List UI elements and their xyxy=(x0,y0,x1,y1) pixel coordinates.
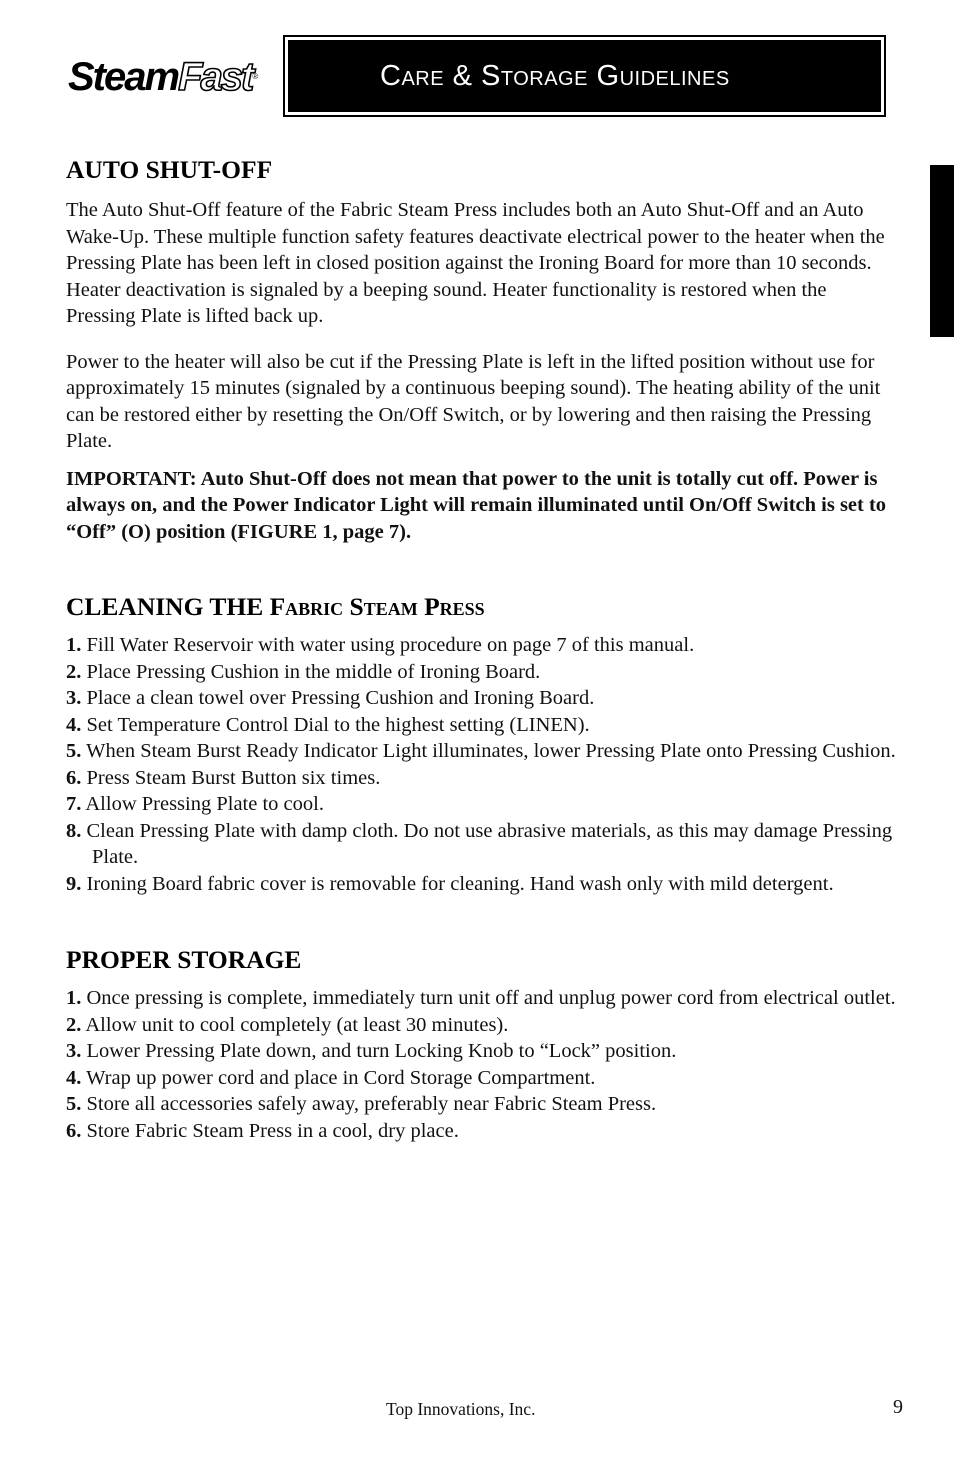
list-item xyxy=(66,738,900,765)
list-item xyxy=(66,791,900,818)
list-item xyxy=(66,765,900,792)
list-item xyxy=(66,985,900,1012)
step-text: Lower Pressing Plate down, and turn Locking Knob to “Lock” position. xyxy=(86,1040,677,1062)
logo-registered-mark: ® xyxy=(252,72,259,81)
list-item xyxy=(66,1118,900,1145)
important-notice: IMPORTANT: Auto Shut-Off does not mean that power to the unit is totally cut off. Power is always on, and the Power Indicator Light will remain illuminated until On/Off Switch is set to “Off” (O) position (FIGURE 1, page 7). xyxy=(66,467,887,543)
step-number: 9. xyxy=(66,872,82,895)
section-tab-marker xyxy=(930,165,954,337)
auto-shutoff-paragraph-1: The Auto Shut-Off feature of the Fabric Steam Press includes both an Auto Shut-Off and an Auto Wake-Up. These multiple function safety features deactivate electrical power to the heater when the Pressing Plate has been left in closed position against the Ironing Board for more than 10 seconds. Heater deactivation is signaled by a beeping sound. Heater functionality is restored when the Pressing Plate is lifted back up. xyxy=(66,199,885,327)
cleaning-heading-main: CLEANING THE xyxy=(66,592,270,621)
step-number: 5. xyxy=(66,1093,82,1115)
steamfast-logo xyxy=(68,52,258,102)
auto-shutoff-heading: AUTO SHUT-OFF xyxy=(66,155,273,184)
cleaning-heading-smallcaps: Fabric Steam Press xyxy=(269,592,485,621)
step-number: 2. xyxy=(66,1013,82,1036)
footer-company: Top Innovations, Inc. xyxy=(386,1399,536,1419)
storage-heading: PROPER STORAGE xyxy=(66,945,302,974)
step-number: 1. xyxy=(66,634,82,656)
step-text: Allow unit to cool completely (at least 30 minutes). xyxy=(85,1013,509,1036)
step-text: Allow Pressing Plate to cool. xyxy=(85,793,324,815)
page-title-box xyxy=(283,35,886,117)
step-number: 6. xyxy=(66,1119,82,1142)
list-item xyxy=(66,1091,900,1118)
step-text: When Steam Burst Ready Indicator Light illuminates, lower Pressing Plate onto Pressing Cushion. xyxy=(86,740,896,762)
list-item xyxy=(66,632,900,659)
step-number: 5. xyxy=(66,740,82,762)
list-item xyxy=(66,712,900,739)
step-number: 1. xyxy=(66,987,82,1009)
step-text: Store all accessories safely away, preferably near Fabric Steam Press. xyxy=(86,1093,657,1115)
step-number: 4. xyxy=(66,1066,82,1089)
cleaning-heading xyxy=(66,592,900,622)
step-number: 3. xyxy=(66,1040,82,1062)
step-text: Wrap up power cord and place in Cord Storage Compartment. xyxy=(86,1066,596,1089)
page-title: Care & Storage Guidelines xyxy=(288,40,881,112)
logo-steam-text: Steam xyxy=(68,55,179,99)
list-item xyxy=(66,871,900,898)
step-number: 7. xyxy=(66,793,82,815)
list-item xyxy=(66,1065,900,1092)
step-text: Store Fabric Steam Press in a cool, dry place. xyxy=(86,1119,459,1142)
step-text: Ironing Board fabric cover is removable for cleaning. Hand wash only with mild detergent. xyxy=(86,872,834,895)
step-text: Place Pressing Cushion in the middle of Ironing Board. xyxy=(86,660,541,683)
list-item xyxy=(66,1012,900,1039)
step-text: Place a clean towel over Pressing Cushion and Ironing Board. xyxy=(86,687,595,709)
page-number: 9 xyxy=(893,1396,903,1418)
storage-steps-list xyxy=(66,985,900,1144)
page-content xyxy=(66,155,900,1144)
cleaning-steps-list xyxy=(66,632,900,897)
step-text: Press Steam Burst Button six times. xyxy=(86,766,381,789)
logo-fast-text: Fast xyxy=(178,55,253,99)
list-item xyxy=(66,685,900,712)
list-item xyxy=(66,1038,900,1065)
step-text: Set Temperature Control Dial to the highest setting (LINEN). xyxy=(86,713,590,736)
step-number: 2. xyxy=(66,660,82,683)
auto-shutoff-paragraph-2: Power to the heater will also be cut if the Pressing Plate is left in the lifted position without use for approximately 15 minutes (signaled by a continuous beeping sound). The heating ability of the unit can be restored either by resetting the On/Off Switch, or by lowering and then raising the Pressing Plate. xyxy=(66,350,881,452)
step-number: 8. xyxy=(66,819,82,842)
step-number: 4. xyxy=(66,713,82,736)
step-number: 3. xyxy=(66,687,82,709)
step-text: Clean Pressing Plate with damp cloth. Do not use abrasive materials, as this may damage Pressing Plate. xyxy=(86,819,893,868)
list-item xyxy=(66,818,900,871)
step-text: Once pressing is complete, immediately turn unit off and unplug power cord from electrical outlet. xyxy=(86,987,896,1009)
step-text: Fill Water Reservoir with water using procedure on page 7 of this manual. xyxy=(86,634,695,656)
list-item xyxy=(66,659,900,686)
step-number: 6. xyxy=(66,766,82,789)
